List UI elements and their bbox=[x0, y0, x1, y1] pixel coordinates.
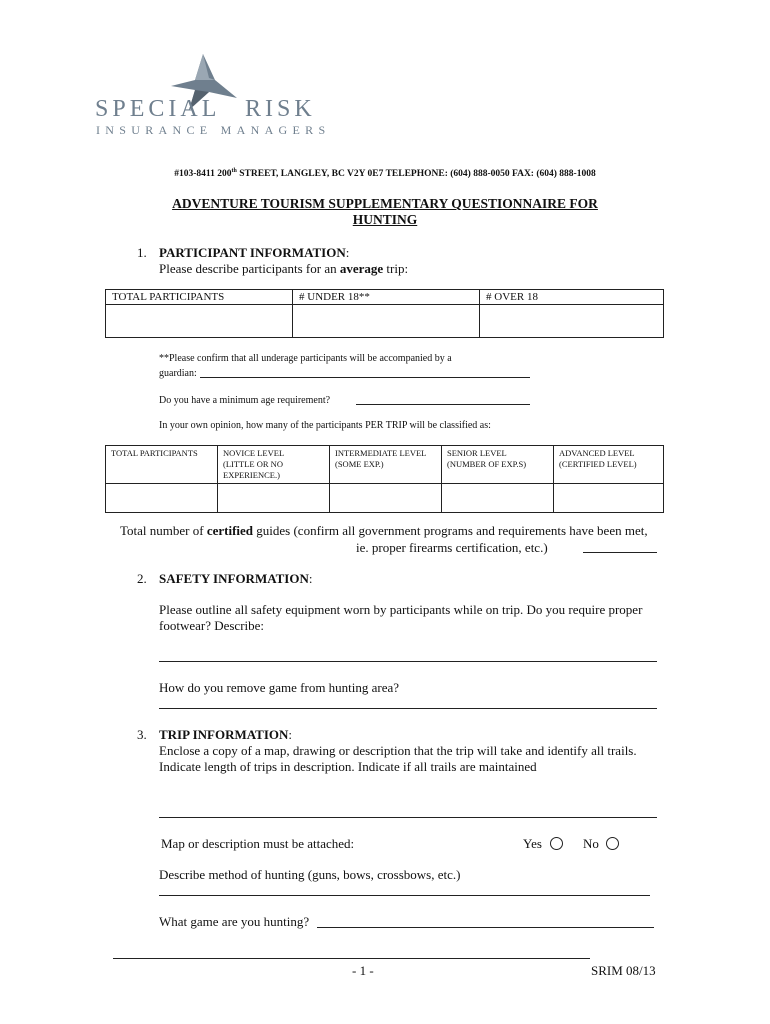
classification-question: In your own opinion, how many of the participants PER TRIP will be classified as: bbox=[159, 420, 491, 431]
table-header-row bbox=[106, 290, 664, 305]
min-age-question: Do you have a minimum age requirement? bbox=[159, 395, 331, 406]
input-level-total[interactable] bbox=[106, 484, 218, 513]
level-total-participants: TOTAL PARTICIPANTS bbox=[106, 446, 218, 484]
table-input-row bbox=[106, 305, 664, 338]
header-total-participants: TOTAL PARTICIPANTS bbox=[106, 290, 293, 305]
input-level-novice[interactable] bbox=[218, 484, 330, 513]
guardian-field[interactable] bbox=[200, 377, 530, 378]
footer-divider bbox=[113, 958, 590, 959]
section2-number: 2. bbox=[137, 571, 147, 586]
safety-equipment-line2: footwear? Describe: bbox=[159, 618, 265, 633]
experience-level-table bbox=[105, 445, 664, 513]
section3-number: 3. bbox=[137, 727, 147, 742]
certified-guides-question: Total number of certified guides (confirm all government programs and requirements have been met, bbox=[120, 523, 648, 538]
page-title: ADVENTURE TOURISM SUPPLEMENTARY QUESTIONNAIRE FOR HUNTING bbox=[172, 196, 598, 227]
header-under-18: # UNDER 18** bbox=[293, 290, 480, 305]
level-senior: SENIOR LEVEL (NUMBER OF EXP.S) bbox=[442, 446, 554, 484]
yes-label: Yes bbox=[523, 836, 542, 851]
input-level-advanced[interactable] bbox=[554, 484, 664, 513]
hunting-method-field[interactable] bbox=[159, 895, 650, 896]
section1-heading: PARTICIPANT INFORMATION: bbox=[159, 245, 350, 260]
address-line: #103-8411 200th STREET, LANGLEY, BC V2Y 0E7 TELEPHONE: (604) 888-0050 FAX: (604) 888-1008 bbox=[174, 168, 596, 180]
logo-subtitle: INSURANCE MANAGERS bbox=[96, 123, 331, 137]
logo-word-special: SPECIAL bbox=[95, 96, 221, 122]
confirm-guardian-text: **Please confirm that all underage participants will be accompanied by a bbox=[159, 353, 452, 364]
input-under-18[interactable] bbox=[293, 305, 480, 338]
level-advanced: ADVANCED LEVEL (CERTIFIED LEVEL) bbox=[554, 446, 664, 484]
input-level-senior[interactable] bbox=[442, 484, 554, 513]
logo-word-risk: RISK bbox=[245, 96, 316, 122]
certified-guides-field[interactable] bbox=[583, 552, 657, 553]
no-label: No bbox=[583, 836, 599, 851]
input-total-participants[interactable] bbox=[106, 305, 293, 338]
section1-number: 1. bbox=[137, 245, 147, 260]
game-question: What game are you hunting? bbox=[159, 914, 310, 929]
level-novice: NOVICE LEVEL (LITTLE OR NO EXPERIENCE.) bbox=[218, 446, 330, 484]
header-over-18: # OVER 18 bbox=[480, 290, 664, 305]
game-removal-field[interactable] bbox=[159, 708, 657, 709]
min-age-field[interactable] bbox=[356, 404, 530, 405]
safety-equipment-question: Please outline all safety equipment worn by participants while on trip. Do you require proper bbox=[159, 602, 643, 617]
guardian-label: guardian: bbox=[159, 368, 197, 379]
input-level-intermediate[interactable] bbox=[330, 484, 442, 513]
safety-equipment-field[interactable] bbox=[159, 661, 657, 662]
map-attached-question: Map or description must be attached: bbox=[161, 836, 355, 851]
game-field[interactable] bbox=[317, 927, 654, 928]
no-radio[interactable] bbox=[606, 837, 619, 850]
section2-heading: SAFETY INFORMATION: bbox=[159, 571, 313, 586]
hunting-method-question: Describe method of hunting (guns, bows, crossbows, etc.) bbox=[159, 867, 461, 882]
form-code: SRIM 08/13 bbox=[591, 963, 656, 978]
yes-radio[interactable] bbox=[550, 837, 563, 850]
trip-info-field[interactable] bbox=[159, 817, 657, 818]
certified-guides-line2: ie. proper firearms certification, etc.) bbox=[356, 540, 548, 555]
level-intermediate: INTERMEDIATE LEVEL (SOME EXP.) bbox=[330, 446, 442, 484]
level-header-row bbox=[106, 446, 664, 484]
game-removal-question: How do you remove game from hunting area? bbox=[159, 680, 400, 695]
page-number: - 1 - bbox=[352, 963, 374, 978]
trip-length-instructions: Indicate length of trips in description. Indicate if all trails are maintained bbox=[159, 759, 537, 774]
trip-map-instructions: Enclose a copy of a map, drawing or description that the trip will take and identify all trails. bbox=[159, 743, 637, 758]
section1-description: Please describe participants for an average trip: bbox=[159, 261, 409, 276]
section3-heading: TRIP INFORMATION: bbox=[159, 727, 293, 742]
input-over-18[interactable] bbox=[480, 305, 664, 338]
level-input-row bbox=[106, 484, 664, 513]
participant-table bbox=[105, 289, 664, 338]
